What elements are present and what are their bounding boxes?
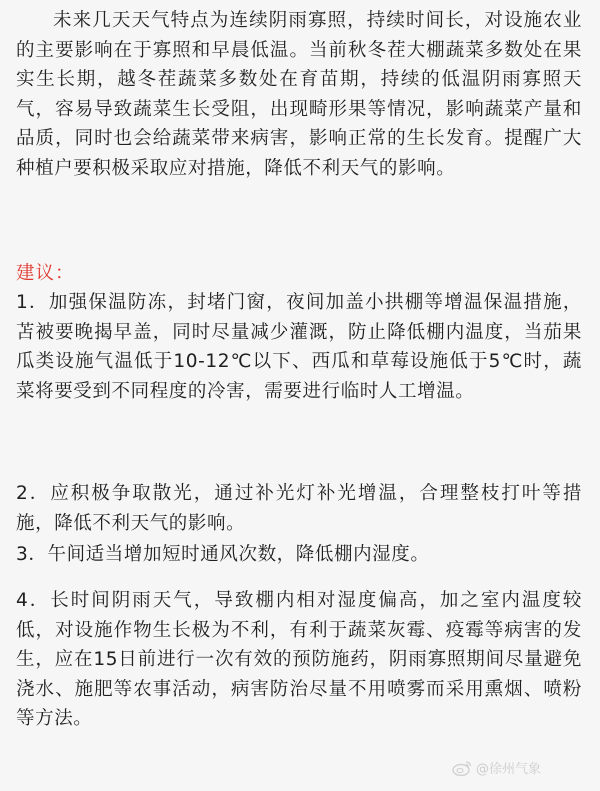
suggestion-item-4: 4．长时间阴雨天气，导致棚内相对湿度偏高，加之室内温度较低，对设施作物生长极为不利，有利于蔬菜灰霉、疫霉等病害的发生，应在15日前进行一次有效的预防施药，阴雨寡照期间尽量避免浇水、施肥等农事活动，病害防治尽量不用喷雾而采用熏烟、喷粉等方法。 [16,590,582,729]
intro-paragraph: 未来几天天气特点为连续阴雨寡照，持续时间长，对设施农业的主要影响在于寡照和早晨低温。当前秋冬茬大棚蔬菜多数处在果实生长期，越冬茬蔬菜多数处在育苗期，持续的低温阴雨寡照天气，容易导致蔬菜生长受阻，出现畸形果等情况，影响蔬菜产量和品质，同时也会给蔬菜带来病害，影响正常的生长发育。提醒广大种植户要积极采取应对措施，降低不利天气的影响。 [16,10,582,179]
watermark-text: @徐州气象 [476,762,542,777]
suggestion-item-1: 1．加强保温防冻，封堵门窗，夜间加盖小拱棚等增温保温措施，苫被要晚揭早盖，同时尽量减少灌溉，防止降低棚内温度，当茄果瓜类设施气温低于10-12℃以下、西瓜和草莓设施低于5℃时，蔬菜将要受到不同程度的冷害，需要进行临时人工增温。 [16,292,582,402]
weibo-icon [452,760,472,776]
weibo-watermark [452,758,541,777]
suggestions-heading: 建议： [16,263,75,284]
suggestion-item-2: 2．应积极争取散光，通过补光灯补光增温，合理整枝打叶等措施，降低不利天气的影响。 [16,483,582,534]
suggestion-item-3: 3．午间适当增加短时通风次数，降低棚内湿度。 [16,544,430,565]
